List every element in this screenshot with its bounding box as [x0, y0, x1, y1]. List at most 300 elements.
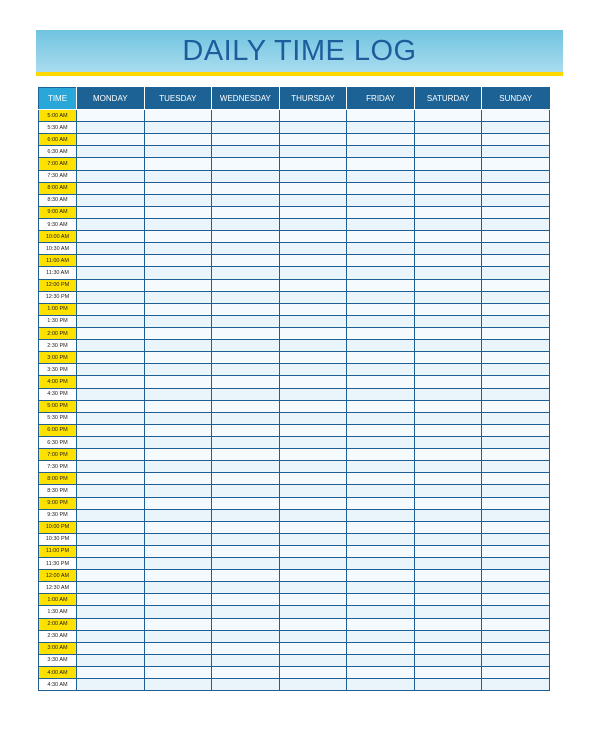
entry-cell-sunday[interactable]: [482, 667, 550, 679]
entry-cell-sunday[interactable]: [482, 158, 550, 170]
entry-cell-saturday[interactable]: [414, 545, 482, 557]
entry-cell-saturday[interactable]: [414, 110, 482, 122]
entry-cell-friday[interactable]: [347, 110, 415, 122]
entry-cell-monday[interactable]: [77, 315, 145, 327]
entry-cell-friday[interactable]: [347, 170, 415, 182]
entry-cell-friday[interactable]: [347, 630, 415, 642]
entry-cell-sunday[interactable]: [482, 630, 550, 642]
entry-cell-friday[interactable]: [347, 376, 415, 388]
entry-cell-saturday[interactable]: [414, 497, 482, 509]
entry-cell-thursday[interactable]: [279, 509, 347, 521]
entry-cell-wednesday[interactable]: [212, 594, 280, 606]
entry-cell-wednesday[interactable]: [212, 134, 280, 146]
entry-cell-monday[interactable]: [77, 243, 145, 255]
entry-cell-tuesday[interactable]: [144, 340, 212, 352]
entry-cell-tuesday[interactable]: [144, 122, 212, 134]
entry-cell-friday[interactable]: [347, 473, 415, 485]
entry-cell-sunday[interactable]: [482, 243, 550, 255]
entry-cell-tuesday[interactable]: [144, 618, 212, 630]
entry-cell-sunday[interactable]: [482, 558, 550, 570]
entry-cell-tuesday[interactable]: [144, 352, 212, 364]
entry-cell-tuesday[interactable]: [144, 206, 212, 218]
entry-cell-tuesday[interactable]: [144, 533, 212, 545]
entry-cell-friday[interactable]: [347, 315, 415, 327]
entry-cell-wednesday[interactable]: [212, 267, 280, 279]
entry-cell-sunday[interactable]: [482, 533, 550, 545]
entry-cell-friday[interactable]: [347, 303, 415, 315]
entry-cell-friday[interactable]: [347, 243, 415, 255]
entry-cell-sunday[interactable]: [482, 315, 550, 327]
entry-cell-thursday[interactable]: [279, 158, 347, 170]
entry-cell-thursday[interactable]: [279, 122, 347, 134]
entry-cell-thursday[interactable]: [279, 558, 347, 570]
entry-cell-wednesday[interactable]: [212, 315, 280, 327]
entry-cell-tuesday[interactable]: [144, 449, 212, 461]
entry-cell-sunday[interactable]: [482, 340, 550, 352]
entry-cell-monday[interactable]: [77, 158, 145, 170]
entry-cell-thursday[interactable]: [279, 267, 347, 279]
entry-cell-sunday[interactable]: [482, 606, 550, 618]
entry-cell-saturday[interactable]: [414, 654, 482, 666]
entry-cell-thursday[interactable]: [279, 303, 347, 315]
entry-cell-monday[interactable]: [77, 679, 145, 691]
entry-cell-saturday[interactable]: [414, 667, 482, 679]
entry-cell-tuesday[interactable]: [144, 182, 212, 194]
entry-cell-monday[interactable]: [77, 279, 145, 291]
entry-cell-thursday[interactable]: [279, 449, 347, 461]
entry-cell-monday[interactable]: [77, 473, 145, 485]
entry-cell-monday[interactable]: [77, 352, 145, 364]
entry-cell-saturday[interactable]: [414, 461, 482, 473]
entry-cell-saturday[interactable]: [414, 182, 482, 194]
entry-cell-wednesday[interactable]: [212, 327, 280, 339]
entry-cell-wednesday[interactable]: [212, 642, 280, 654]
entry-cell-wednesday[interactable]: [212, 206, 280, 218]
entry-cell-sunday[interactable]: [482, 642, 550, 654]
entry-cell-tuesday[interactable]: [144, 303, 212, 315]
entry-cell-wednesday[interactable]: [212, 279, 280, 291]
entry-cell-saturday[interactable]: [414, 582, 482, 594]
entry-cell-wednesday[interactable]: [212, 545, 280, 557]
entry-cell-thursday[interactable]: [279, 606, 347, 618]
entry-cell-wednesday[interactable]: [212, 376, 280, 388]
entry-cell-wednesday[interactable]: [212, 449, 280, 461]
entry-cell-monday[interactable]: [77, 654, 145, 666]
entry-cell-monday[interactable]: [77, 388, 145, 400]
entry-cell-monday[interactable]: [77, 558, 145, 570]
entry-cell-saturday[interactable]: [414, 400, 482, 412]
entry-cell-saturday[interactable]: [414, 679, 482, 691]
entry-cell-saturday[interactable]: [414, 473, 482, 485]
entry-cell-saturday[interactable]: [414, 642, 482, 654]
entry-cell-thursday[interactable]: [279, 424, 347, 436]
entry-cell-tuesday[interactable]: [144, 497, 212, 509]
entry-cell-saturday[interactable]: [414, 630, 482, 642]
entry-cell-sunday[interactable]: [482, 424, 550, 436]
entry-cell-thursday[interactable]: [279, 679, 347, 691]
entry-cell-sunday[interactable]: [482, 618, 550, 630]
entry-cell-saturday[interactable]: [414, 303, 482, 315]
entry-cell-saturday[interactable]: [414, 218, 482, 230]
entry-cell-wednesday[interactable]: [212, 497, 280, 509]
entry-cell-saturday[interactable]: [414, 509, 482, 521]
entry-cell-saturday[interactable]: [414, 158, 482, 170]
entry-cell-thursday[interactable]: [279, 618, 347, 630]
entry-cell-monday[interactable]: [77, 327, 145, 339]
entry-cell-tuesday[interactable]: [144, 558, 212, 570]
entry-cell-thursday[interactable]: [279, 134, 347, 146]
entry-cell-saturday[interactable]: [414, 122, 482, 134]
entry-cell-monday[interactable]: [77, 134, 145, 146]
entry-cell-thursday[interactable]: [279, 231, 347, 243]
entry-cell-friday[interactable]: [347, 352, 415, 364]
entry-cell-thursday[interactable]: [279, 376, 347, 388]
entry-cell-wednesday[interactable]: [212, 558, 280, 570]
entry-cell-monday[interactable]: [77, 340, 145, 352]
entry-cell-saturday[interactable]: [414, 364, 482, 376]
entry-cell-monday[interactable]: [77, 570, 145, 582]
entry-cell-saturday[interactable]: [414, 291, 482, 303]
entry-cell-thursday[interactable]: [279, 110, 347, 122]
entry-cell-wednesday[interactable]: [212, 231, 280, 243]
entry-cell-wednesday[interactable]: [212, 630, 280, 642]
entry-cell-friday[interactable]: [347, 654, 415, 666]
entry-cell-saturday[interactable]: [414, 570, 482, 582]
entry-cell-sunday[interactable]: [482, 679, 550, 691]
entry-cell-friday[interactable]: [347, 570, 415, 582]
entry-cell-friday[interactable]: [347, 436, 415, 448]
entry-cell-tuesday[interactable]: [144, 110, 212, 122]
entry-cell-thursday[interactable]: [279, 255, 347, 267]
entry-cell-friday[interactable]: [347, 291, 415, 303]
entry-cell-monday[interactable]: [77, 110, 145, 122]
entry-cell-tuesday[interactable]: [144, 231, 212, 243]
entry-cell-saturday[interactable]: [414, 243, 482, 255]
entry-cell-sunday[interactable]: [482, 206, 550, 218]
entry-cell-monday[interactable]: [77, 206, 145, 218]
entry-cell-sunday[interactable]: [482, 400, 550, 412]
entry-cell-sunday[interactable]: [482, 582, 550, 594]
entry-cell-tuesday[interactable]: [144, 570, 212, 582]
entry-cell-thursday[interactable]: [279, 436, 347, 448]
entry-cell-sunday[interactable]: [482, 497, 550, 509]
entry-cell-friday[interactable]: [347, 509, 415, 521]
entry-cell-wednesday[interactable]: [212, 436, 280, 448]
entry-cell-saturday[interactable]: [414, 279, 482, 291]
entry-cell-monday[interactable]: [77, 218, 145, 230]
entry-cell-saturday[interactable]: [414, 315, 482, 327]
entry-cell-monday[interactable]: [77, 533, 145, 545]
entry-cell-saturday[interactable]: [414, 170, 482, 182]
entry-cell-thursday[interactable]: [279, 412, 347, 424]
entry-cell-thursday[interactable]: [279, 206, 347, 218]
entry-cell-thursday[interactable]: [279, 364, 347, 376]
entry-cell-monday[interactable]: [77, 255, 145, 267]
entry-cell-wednesday[interactable]: [212, 606, 280, 618]
entry-cell-saturday[interactable]: [414, 424, 482, 436]
entry-cell-wednesday[interactable]: [212, 533, 280, 545]
entry-cell-sunday[interactable]: [482, 134, 550, 146]
entry-cell-saturday[interactable]: [414, 412, 482, 424]
entry-cell-wednesday[interactable]: [212, 218, 280, 230]
entry-cell-wednesday[interactable]: [212, 679, 280, 691]
entry-cell-wednesday[interactable]: [212, 461, 280, 473]
entry-cell-friday[interactable]: [347, 255, 415, 267]
entry-cell-tuesday[interactable]: [144, 461, 212, 473]
entry-cell-thursday[interactable]: [279, 340, 347, 352]
entry-cell-tuesday[interactable]: [144, 630, 212, 642]
entry-cell-tuesday[interactable]: [144, 400, 212, 412]
entry-cell-saturday[interactable]: [414, 134, 482, 146]
entry-cell-friday[interactable]: [347, 194, 415, 206]
entry-cell-monday[interactable]: [77, 291, 145, 303]
entry-cell-monday[interactable]: [77, 594, 145, 606]
entry-cell-sunday[interactable]: [482, 303, 550, 315]
entry-cell-friday[interactable]: [347, 218, 415, 230]
entry-cell-tuesday[interactable]: [144, 364, 212, 376]
entry-cell-friday[interactable]: [347, 327, 415, 339]
entry-cell-thursday[interactable]: [279, 279, 347, 291]
entry-cell-tuesday[interactable]: [144, 473, 212, 485]
entry-cell-tuesday[interactable]: [144, 509, 212, 521]
entry-cell-wednesday[interactable]: [212, 352, 280, 364]
entry-cell-saturday[interactable]: [414, 558, 482, 570]
entry-cell-saturday[interactable]: [414, 606, 482, 618]
entry-cell-sunday[interactable]: [482, 110, 550, 122]
entry-cell-sunday[interactable]: [482, 194, 550, 206]
entry-cell-friday[interactable]: [347, 679, 415, 691]
entry-cell-wednesday[interactable]: [212, 110, 280, 122]
entry-cell-friday[interactable]: [347, 667, 415, 679]
entry-cell-thursday[interactable]: [279, 630, 347, 642]
entry-cell-tuesday[interactable]: [144, 194, 212, 206]
entry-cell-saturday[interactable]: [414, 533, 482, 545]
entry-cell-tuesday[interactable]: [144, 521, 212, 533]
entry-cell-tuesday[interactable]: [144, 170, 212, 182]
entry-cell-saturday[interactable]: [414, 521, 482, 533]
entry-cell-friday[interactable]: [347, 122, 415, 134]
entry-cell-friday[interactable]: [347, 582, 415, 594]
entry-cell-friday[interactable]: [347, 364, 415, 376]
entry-cell-thursday[interactable]: [279, 497, 347, 509]
entry-cell-friday[interactable]: [347, 594, 415, 606]
entry-cell-tuesday[interactable]: [144, 243, 212, 255]
entry-cell-wednesday[interactable]: [212, 473, 280, 485]
entry-cell-sunday[interactable]: [482, 352, 550, 364]
entry-cell-tuesday[interactable]: [144, 146, 212, 158]
entry-cell-wednesday[interactable]: [212, 194, 280, 206]
entry-cell-saturday[interactable]: [414, 327, 482, 339]
entry-cell-wednesday[interactable]: [212, 158, 280, 170]
entry-cell-thursday[interactable]: [279, 521, 347, 533]
entry-cell-sunday[interactable]: [482, 327, 550, 339]
entry-cell-thursday[interactable]: [279, 315, 347, 327]
entry-cell-saturday[interactable]: [414, 267, 482, 279]
entry-cell-saturday[interactable]: [414, 436, 482, 448]
entry-cell-saturday[interactable]: [414, 340, 482, 352]
entry-cell-sunday[interactable]: [482, 122, 550, 134]
entry-cell-monday[interactable]: [77, 545, 145, 557]
entry-cell-friday[interactable]: [347, 485, 415, 497]
entry-cell-wednesday[interactable]: [212, 667, 280, 679]
entry-cell-tuesday[interactable]: [144, 606, 212, 618]
entry-cell-thursday[interactable]: [279, 582, 347, 594]
entry-cell-sunday[interactable]: [482, 654, 550, 666]
entry-cell-friday[interactable]: [347, 134, 415, 146]
entry-cell-wednesday[interactable]: [212, 340, 280, 352]
entry-cell-wednesday[interactable]: [212, 303, 280, 315]
entry-cell-sunday[interactable]: [482, 521, 550, 533]
entry-cell-friday[interactable]: [347, 521, 415, 533]
entry-cell-thursday[interactable]: [279, 400, 347, 412]
entry-cell-thursday[interactable]: [279, 194, 347, 206]
entry-cell-wednesday[interactable]: [212, 388, 280, 400]
entry-cell-friday[interactable]: [347, 618, 415, 630]
entry-cell-saturday[interactable]: [414, 388, 482, 400]
entry-cell-tuesday[interactable]: [144, 642, 212, 654]
entry-cell-tuesday[interactable]: [144, 424, 212, 436]
entry-cell-tuesday[interactable]: [144, 255, 212, 267]
entry-cell-saturday[interactable]: [414, 449, 482, 461]
entry-cell-friday[interactable]: [347, 412, 415, 424]
entry-cell-monday[interactable]: [77, 122, 145, 134]
entry-cell-friday[interactable]: [347, 182, 415, 194]
entry-cell-friday[interactable]: [347, 231, 415, 243]
entry-cell-monday[interactable]: [77, 630, 145, 642]
entry-cell-friday[interactable]: [347, 497, 415, 509]
entry-cell-sunday[interactable]: [482, 412, 550, 424]
entry-cell-friday[interactable]: [347, 400, 415, 412]
entry-cell-monday[interactable]: [77, 642, 145, 654]
entry-cell-tuesday[interactable]: [144, 315, 212, 327]
entry-cell-wednesday[interactable]: [212, 521, 280, 533]
entry-cell-wednesday[interactable]: [212, 170, 280, 182]
entry-cell-thursday[interactable]: [279, 667, 347, 679]
entry-cell-monday[interactable]: [77, 146, 145, 158]
entry-cell-friday[interactable]: [347, 642, 415, 654]
entry-cell-tuesday[interactable]: [144, 485, 212, 497]
entry-cell-thursday[interactable]: [279, 170, 347, 182]
entry-cell-friday[interactable]: [347, 424, 415, 436]
entry-cell-thursday[interactable]: [279, 461, 347, 473]
entry-cell-saturday[interactable]: [414, 146, 482, 158]
entry-cell-friday[interactable]: [347, 545, 415, 557]
entry-cell-thursday[interactable]: [279, 485, 347, 497]
entry-cell-thursday[interactable]: [279, 654, 347, 666]
entry-cell-sunday[interactable]: [482, 570, 550, 582]
entry-cell-wednesday[interactable]: [212, 570, 280, 582]
entry-cell-wednesday[interactable]: [212, 618, 280, 630]
entry-cell-sunday[interactable]: [482, 291, 550, 303]
entry-cell-tuesday[interactable]: [144, 279, 212, 291]
entry-cell-sunday[interactable]: [482, 509, 550, 521]
entry-cell-wednesday[interactable]: [212, 412, 280, 424]
entry-cell-monday[interactable]: [77, 412, 145, 424]
entry-cell-thursday[interactable]: [279, 545, 347, 557]
entry-cell-saturday[interactable]: [414, 376, 482, 388]
entry-cell-thursday[interactable]: [279, 182, 347, 194]
entry-cell-sunday[interactable]: [482, 267, 550, 279]
entry-cell-monday[interactable]: [77, 194, 145, 206]
entry-cell-tuesday[interactable]: [144, 594, 212, 606]
entry-cell-friday[interactable]: [347, 340, 415, 352]
entry-cell-monday[interactable]: [77, 267, 145, 279]
entry-cell-thursday[interactable]: [279, 146, 347, 158]
entry-cell-friday[interactable]: [347, 461, 415, 473]
entry-cell-thursday[interactable]: [279, 388, 347, 400]
entry-cell-thursday[interactable]: [279, 291, 347, 303]
entry-cell-tuesday[interactable]: [144, 436, 212, 448]
entry-cell-monday[interactable]: [77, 303, 145, 315]
entry-cell-monday[interactable]: [77, 509, 145, 521]
entry-cell-thursday[interactable]: [279, 243, 347, 255]
entry-cell-monday[interactable]: [77, 521, 145, 533]
entry-cell-friday[interactable]: [347, 449, 415, 461]
entry-cell-tuesday[interactable]: [144, 376, 212, 388]
entry-cell-wednesday[interactable]: [212, 146, 280, 158]
entry-cell-wednesday[interactable]: [212, 424, 280, 436]
entry-cell-monday[interactable]: [77, 231, 145, 243]
entry-cell-saturday[interactable]: [414, 206, 482, 218]
entry-cell-wednesday[interactable]: [212, 400, 280, 412]
entry-cell-friday[interactable]: [347, 206, 415, 218]
entry-cell-tuesday[interactable]: [144, 158, 212, 170]
entry-cell-thursday[interactable]: [279, 594, 347, 606]
entry-cell-monday[interactable]: [77, 618, 145, 630]
entry-cell-sunday[interactable]: [482, 376, 550, 388]
entry-cell-monday[interactable]: [77, 497, 145, 509]
entry-cell-tuesday[interactable]: [144, 667, 212, 679]
entry-cell-sunday[interactable]: [482, 279, 550, 291]
entry-cell-monday[interactable]: [77, 436, 145, 448]
entry-cell-tuesday[interactable]: [144, 327, 212, 339]
entry-cell-friday[interactable]: [347, 146, 415, 158]
entry-cell-tuesday[interactable]: [144, 134, 212, 146]
entry-cell-sunday[interactable]: [482, 436, 550, 448]
entry-cell-wednesday[interactable]: [212, 255, 280, 267]
entry-cell-tuesday[interactable]: [144, 267, 212, 279]
entry-cell-wednesday[interactable]: [212, 122, 280, 134]
entry-cell-sunday[interactable]: [482, 461, 550, 473]
entry-cell-friday[interactable]: [347, 158, 415, 170]
entry-cell-saturday[interactable]: [414, 594, 482, 606]
entry-cell-wednesday[interactable]: [212, 509, 280, 521]
entry-cell-monday[interactable]: [77, 449, 145, 461]
entry-cell-friday[interactable]: [347, 606, 415, 618]
entry-cell-monday[interactable]: [77, 376, 145, 388]
entry-cell-monday[interactable]: [77, 400, 145, 412]
entry-cell-tuesday[interactable]: [144, 545, 212, 557]
entry-cell-sunday[interactable]: [482, 364, 550, 376]
entry-cell-friday[interactable]: [347, 558, 415, 570]
entry-cell-saturday[interactable]: [414, 255, 482, 267]
entry-cell-saturday[interactable]: [414, 352, 482, 364]
entry-cell-saturday[interactable]: [414, 194, 482, 206]
entry-cell-monday[interactable]: [77, 364, 145, 376]
entry-cell-saturday[interactable]: [414, 485, 482, 497]
entry-cell-wednesday[interactable]: [212, 243, 280, 255]
entry-cell-tuesday[interactable]: [144, 412, 212, 424]
entry-cell-thursday[interactable]: [279, 570, 347, 582]
entry-cell-monday[interactable]: [77, 461, 145, 473]
entry-cell-sunday[interactable]: [482, 170, 550, 182]
entry-cell-monday[interactable]: [77, 424, 145, 436]
entry-cell-friday[interactable]: [347, 267, 415, 279]
entry-cell-friday[interactable]: [347, 388, 415, 400]
entry-cell-wednesday[interactable]: [212, 654, 280, 666]
entry-cell-monday[interactable]: [77, 582, 145, 594]
entry-cell-thursday[interactable]: [279, 352, 347, 364]
